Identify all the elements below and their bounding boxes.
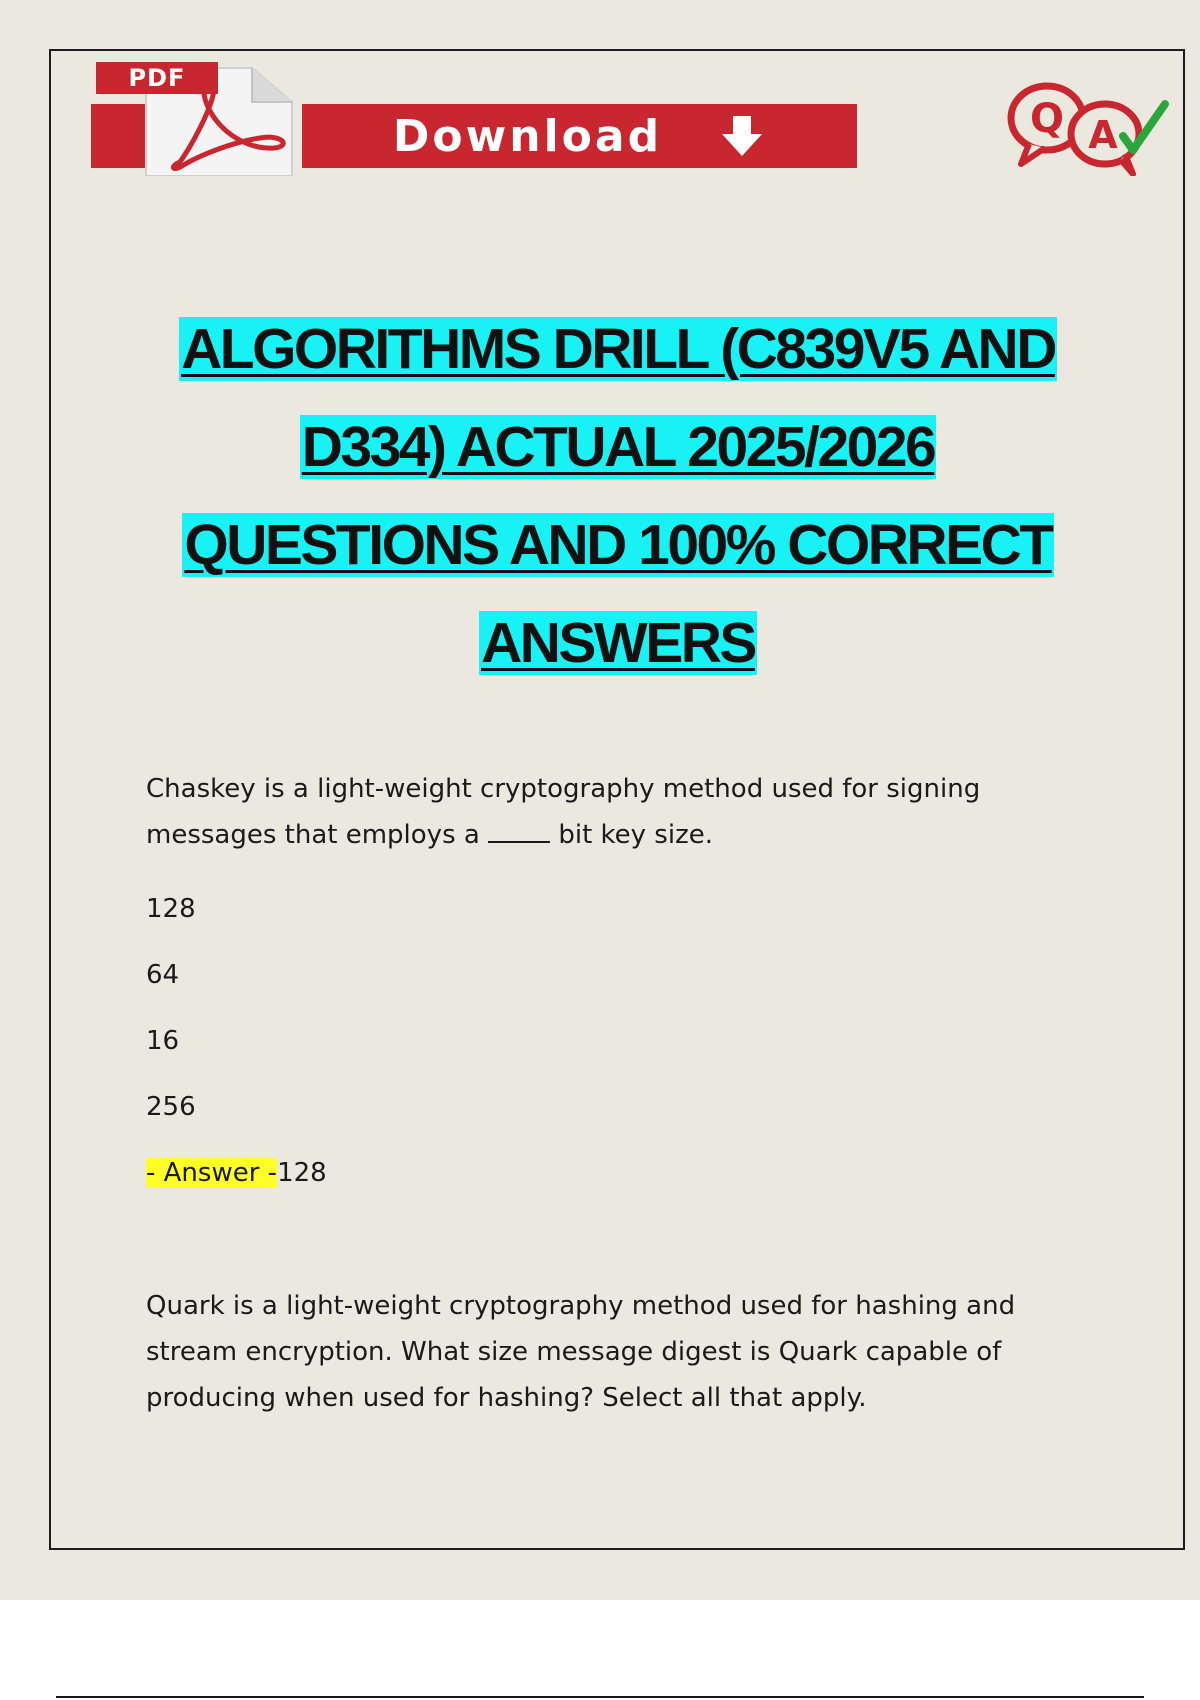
option-item: 64 [146, 960, 180, 990]
option-item: 256 [146, 1092, 196, 1122]
question-1-line-2 [146, 812, 1066, 858]
question-2 [146, 1283, 1066, 1421]
download-arrow-icon [718, 114, 766, 158]
option-item: 128 [146, 894, 196, 924]
question-2-line-2: stream encryption. What size message digest is Quark capable of [146, 1337, 1002, 1367]
question-1 [146, 766, 1066, 1188]
title-line-2: D334) ACTUAL 2025/2026 [301, 415, 935, 479]
question-1-line-2-start: messages that employs a [146, 820, 480, 850]
document-title [100, 300, 1136, 692]
question-2-line-1: Quark is a light-weight cryptography method used for hashing and [146, 1291, 1016, 1321]
answer-line [146, 1158, 1066, 1188]
answer-label: - Answer - [146, 1158, 278, 1188]
download-label: Download [392, 110, 663, 162]
download-button[interactable] [302, 104, 857, 168]
fill-in-blank [488, 821, 550, 843]
document-body [146, 766, 1066, 1421]
banner-left-bar [91, 104, 149, 168]
option-item: 16 [146, 1026, 180, 1056]
pdf-label: PDF [96, 62, 218, 94]
next-page-rule [56, 1696, 1144, 1698]
question-2-line-3: producing when used for hashing? Select all that apply. [146, 1383, 867, 1413]
title-line-1: ALGORITHMS DRILL (C839V5 AND [181, 317, 1055, 381]
question-1-line-2-end: bit key size. [558, 820, 713, 850]
title-line-3: QUESTIONS AND 100% CORRECT [184, 513, 1052, 577]
logo-q-letter: Q [1029, 96, 1065, 142]
question-1-line-1: Chaskey is a light-weight cryptography method used for signing [146, 774, 981, 804]
logo-a-letter: A [1088, 113, 1118, 157]
title-line-4: ANSWERS [481, 611, 755, 675]
qa-logo-icon [1005, 76, 1173, 176]
answer-value: 128 [277, 1158, 327, 1188]
